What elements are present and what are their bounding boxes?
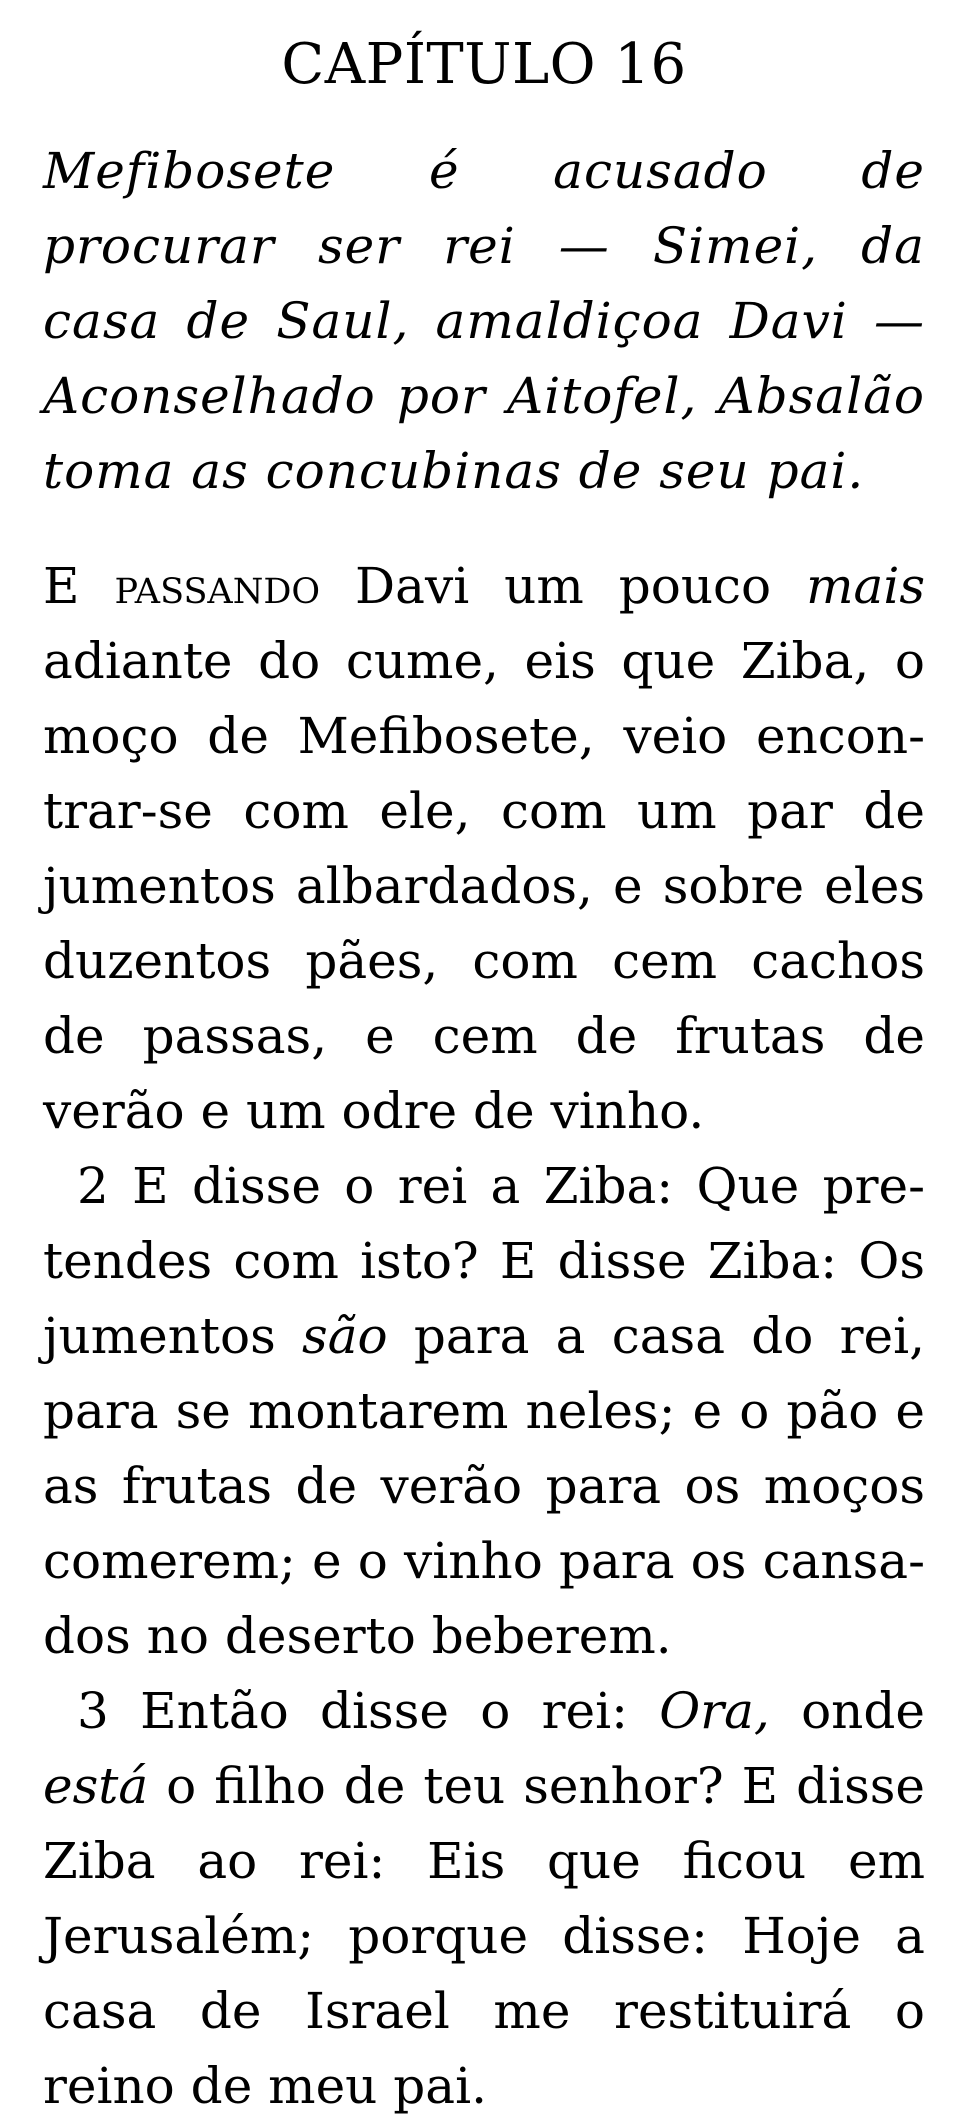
verse-3-number: 3 xyxy=(77,1682,109,1740)
verse-2-number: 2 xyxy=(77,1157,109,1215)
verse-1-text-b: adiante do cume, eis que Ziba, o moço de Mefibosete, veio encontrar-se com ele, com um par de jumentos albardados, e sobre eles duzentos pães, com cem cachos de passas, e cem de frutas de verão e um odre de vinho. xyxy=(43,632,925,1140)
chapter-title: CAPÍTULO 16 xyxy=(281,32,687,97)
verse-3-text-c: o filho de teu senhor? E disse Ziba ao rei: Eis que ficou em Jerusalém; porque disse: Hoje a casa de Israel me restituirá o reino de meu pai. xyxy=(43,1757,925,2115)
verse-1 xyxy=(43,549,925,1149)
verse-1-smallcaps: passando xyxy=(114,557,321,615)
verse-3-text-b: onde xyxy=(801,1682,925,1740)
verse-1-initial: E xyxy=(43,557,80,615)
verse-2-text-a: E disse o rei a Ziba: Que pretendes com isto? E disse Ziba: Os jumentos xyxy=(43,1157,925,1365)
book-page xyxy=(43,0,925,2115)
verse-3-text-a: Então disse o rei: xyxy=(140,1682,628,1740)
verse-3 xyxy=(43,1674,925,2124)
verse-3-italic-b: está xyxy=(43,1757,149,1815)
verse-3-italic-a: Ora, xyxy=(659,1682,770,1740)
verse-2-italic-a: são xyxy=(302,1307,388,1365)
verses-body xyxy=(43,549,925,2124)
chapter-summary: Mefibosete é acusado de procurar ser rei — Simei, da casa de Saul, amaldiçoa Davi — Aconselhado por Aitofel, Absalão toma as concubinas de seu pai. xyxy=(43,142,925,500)
verse-2 xyxy=(43,1149,925,1674)
verse-1-text-a: Davi um pouco xyxy=(355,557,772,615)
verse-2-text-b: para a casa do rei, para se montarem neles; e o pão e as frutas de verão para os moços comerem; e o vinho para os cansados no deserto beberem. xyxy=(43,1307,925,1665)
verse-1-italic-a: mais xyxy=(806,557,925,615)
